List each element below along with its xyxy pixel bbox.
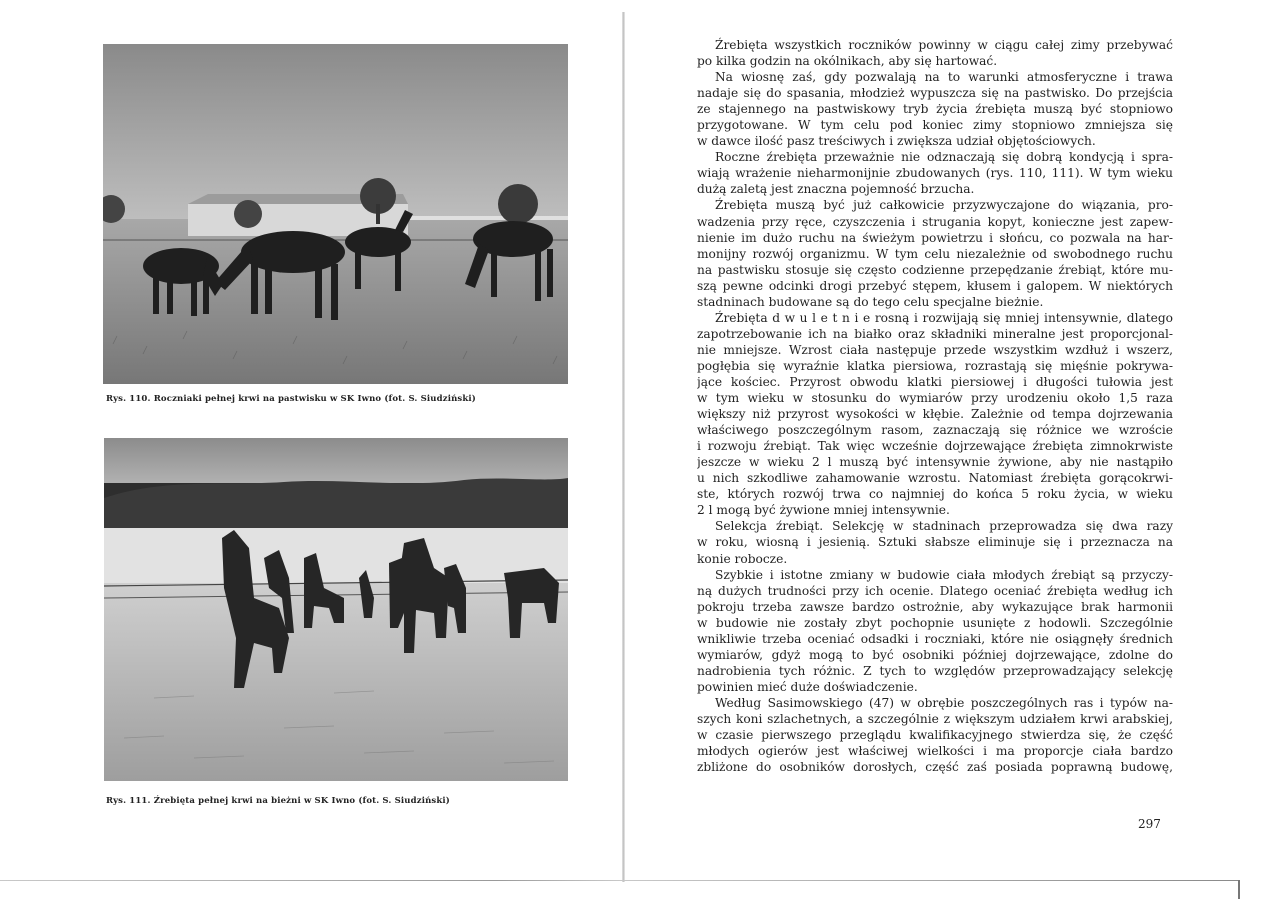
text-line: Na wiosnę zaś, gdy pozwalają na to warunki atmosferyczne i trawa: [715, 70, 1173, 85]
text-line: nadaje się do spasania, młodzież wypuszcza się na pastwisko. Do przejścia: [697, 86, 1173, 101]
text-line: ste, których rozwój trwa co najmniej do końca 5 roku życia, w wieku: [697, 487, 1173, 502]
text-line: nienie im dużo ruchu na świeżym powietrzu i słońcu, co pozwala na har-: [697, 230, 1173, 245]
text-line: pokroju trzeba zawsze bardzo ostrożnie, aby wykazujące brak harmonii: [697, 599, 1173, 614]
text-line: konie robocze.: [697, 551, 788, 566]
text-line: w roku, wiosną i jesienią. Sztuki słabsze eliminuje się i przeznacza na: [697, 535, 1173, 550]
text-line: młodych ogierów jest właściwej wielkości i ma proporcje ciała bardzo: [697, 744, 1173, 759]
page-bottom-edge: [0, 880, 1240, 881]
text-line: u nich szkodliwe zahamowanie wzrostu. Natomiast źrebięta gorącokrwi-: [697, 471, 1173, 486]
text-line: w dawce ilość pasz treściwych i zwiększa udział objętościowych.: [697, 134, 1096, 149]
text-line: stadninach budowane są do tego celu specjalne bieżnie.: [697, 294, 1044, 309]
page-right-edge: [1238, 880, 1240, 899]
text-line: szą pewne odcinki drogi przebyć stępem, kłusem i galopem. W niektórych: [697, 278, 1173, 293]
text-line: wymiarów, gdyż mogą to być osobniki później dojrzewające, zdolne do: [697, 647, 1173, 662]
text-line: Źrebięta muszą być już całkowicie przyzwyczajone do wiązania, pro-: [715, 198, 1173, 213]
text-line: Selekcja źrebiąt. Selekcję w stadninach przeprowadza się dwa razy: [715, 519, 1173, 534]
text-line: Według Sasimowskiego (47) w obrębie poszczególnych ras i typów na-: [715, 695, 1173, 710]
text-line: przygotowane. W tym celu pod koniec zimy stopniowo zmniejsza się: [697, 118, 1173, 133]
text-line: wnikliwie trzeba oceniać odsadki i roczniaki, które nie osiągnęły średnich: [697, 631, 1173, 646]
text-line: ze stajennego na pastwiskowy tryb życia źrebięta muszą być stopniowo: [697, 102, 1173, 117]
text-line: Szybkie i istotne zmiany w budowie ciała młodych źrebiąt są przyczy-: [715, 567, 1173, 582]
foals-on-track-image: [104, 438, 568, 781]
body-text: [697, 37, 1173, 775]
figure-110-photo: [103, 44, 568, 384]
figure-110-caption: Rys. 110. Roczniaki pełnej krwi na pastwisku w SK Iwno (fot. S. Siudziński): [106, 394, 476, 404]
text-line: po kilka godzin na okólnikach, aby się hartować.: [697, 54, 998, 69]
text-line: jeszcze w wieku 2 l muszą być intensywnie żywione, aby nie nastąpiło: [697, 455, 1173, 470]
text-line: w budowie nie zostały zbyt pochopnie usunięte z hodowli. Szczególnie: [697, 615, 1173, 630]
text-line: jące kościec. Przyrost obwodu klatki piersiowej i długości tułowia jest: [697, 374, 1173, 389]
text-line: powinien mieć duże doświadczenie.: [697, 679, 918, 694]
text-line: Roczne źrebięta przeważnie nie odznaczają się dobrą kondycją i spra-: [715, 150, 1173, 165]
figure-111-caption: Rys. 111. Źrebięta pełnej krwi na bieżni w SK Iwno (fot. S. Siudziński): [106, 796, 450, 806]
text-line: Źrebięta d w u l e t n i e rosną i rozwijają się mniej intensywnie, dlatego: [715, 310, 1173, 325]
text-line: ną dużych trudności przy ich ocenie. Dlatego oceniać źrebięta według ich: [697, 583, 1173, 598]
text-line: na pastwisku stosuje się często codzienne przepędzanie źrebiąt, które mu-: [697, 262, 1173, 277]
text-line: większy niż przyrost wysokości w kłębie. Zależnie od tempa dojrzewania: [697, 407, 1173, 422]
text-line: nadrobienia tych różnic. Z tych to względów przeprowadzający selekcję: [697, 663, 1173, 678]
text-line: w czasie pierwszego przeglądu kwalifikacyjnego stwierdza się, że część: [697, 728, 1173, 743]
text-line: zapotrzebowanie ich na białko oraz składniki mineralne jest proporcjonal-: [697, 326, 1173, 341]
text-line: szych koni szlachetnych, a szczególnie z większym udziałem krwi arabskiej,: [697, 711, 1173, 726]
text-line: nie mniejsze. Wzrost ciała następuje przede wszystkim wzdłuż i wszerz,: [697, 342, 1173, 357]
text-line: właściwego poszczególnym rasom, zaznaczają się różnice we wzroście: [697, 423, 1173, 438]
text-line: Źrebięta wszystkich roczników powinny w ciągu całej zimy przebywać: [715, 38, 1173, 52]
text-line: i rozwoju źrebiąt. Tak więc wcześnie dojrzewające źrebięta zimnokrwiste: [697, 439, 1173, 454]
text-line: monijny rozwój organizmu. W tym celu niezależnie od swobodnego ruchu: [697, 246, 1173, 261]
text-line: w tym wieku w stosunku do wymiarów przy urodzeniu około 1,5 raza: [697, 391, 1173, 406]
text-line: dużą zaletą jest znaczna pojemność brzucha.: [697, 182, 975, 197]
text-line: 2 l mogą być żywione mniej intensywnie.: [697, 503, 950, 518]
text-line: wiają wrażenie nieharmonijnie zbudowanych (rys. 110, 111). W tym wieku: [697, 166, 1173, 181]
figure-111-photo: [104, 438, 568, 781]
page-number: 297: [1138, 817, 1161, 831]
text-line: wadzenia przy ręce, czyszczenia i strugania kopyt, konieczne jest zapew-: [697, 214, 1173, 229]
book-gutter: [622, 12, 625, 882]
text-line: pogłębia się wyraźnie klatka piersiowa, rozrastają się mięśnie pokrywa-: [697, 358, 1173, 373]
text-line: zbliżone do osobników dorosłych, część zaś posiada poprawną budowę,: [697, 760, 1173, 775]
grazing-horses-image: [103, 44, 568, 384]
